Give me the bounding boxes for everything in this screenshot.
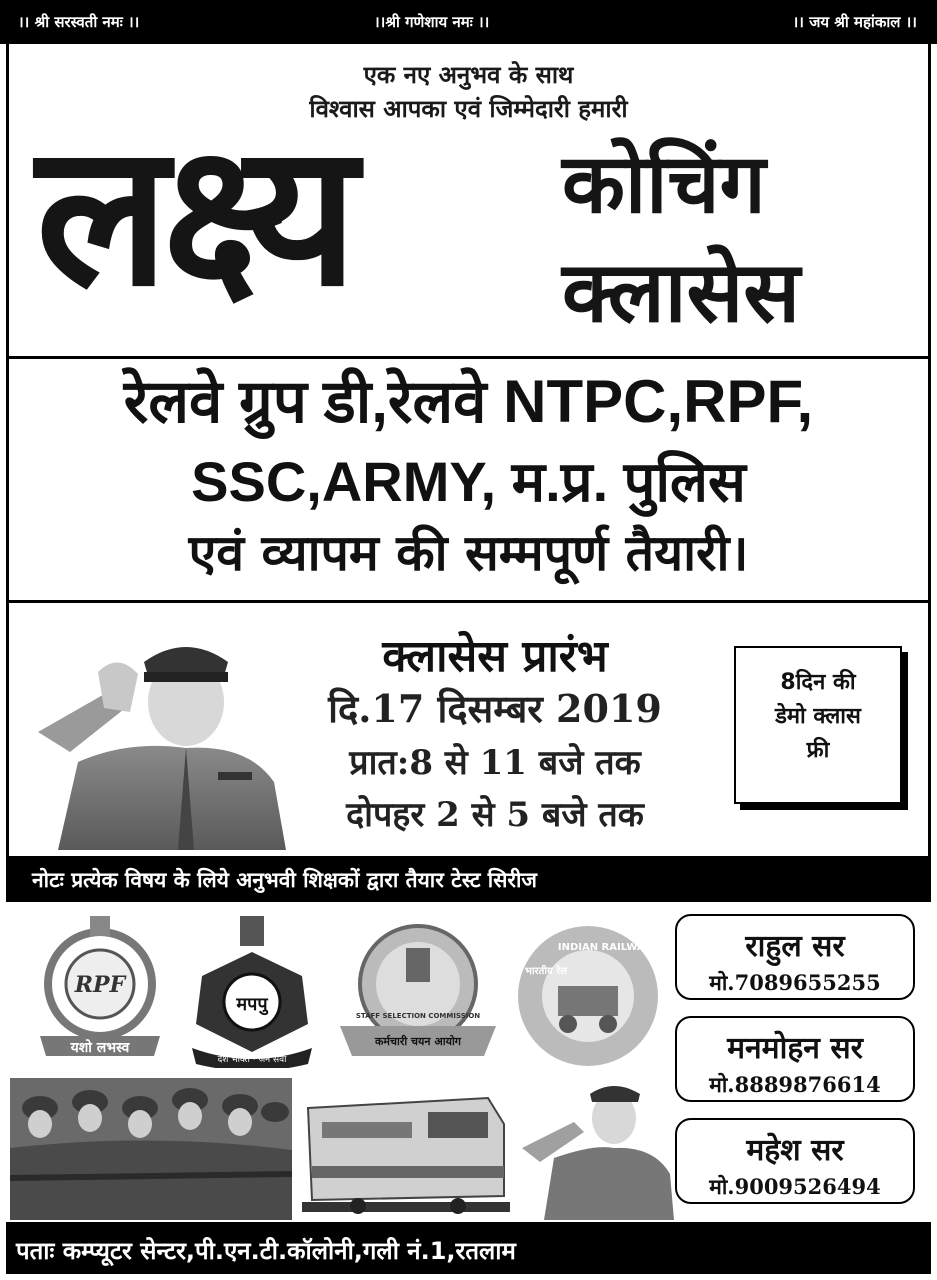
svg-text:मपपु: मपपु xyxy=(236,994,268,1015)
brand-coaching: कोचिंग xyxy=(562,137,766,232)
exam-line-2: SSC,ARMY, म.प्र. पुलिस xyxy=(191,450,746,513)
mp-police-logo xyxy=(182,912,322,1068)
svg-text:STAFF SELECTION COMMISSION: STAFF SELECTION COMMISSION xyxy=(355,1012,481,1020)
morning-timing: प्रात:8 से 11 बजे तक xyxy=(349,743,641,783)
address-bar: पताः कम्प्यूटर सेन्टर,पी.एन.टी.कॉलोनी,गली नं.1,रतलाम xyxy=(6,1222,931,1274)
exam-line-3: एवं व्यापम की सम्मपूर्ण तैयारी। xyxy=(188,524,749,582)
svg-text:भारतीय रेल: भारतीय रेल xyxy=(524,966,568,977)
blessing-mahakal: ।। जय श्री महांकाल ।। xyxy=(792,13,917,31)
tagline-1: एक नए अनुभव के साथ xyxy=(363,61,574,89)
saluting-officer-image xyxy=(18,622,288,850)
blessings-bar xyxy=(0,0,937,44)
classes-start-title: क्लासेस प्रारंभ xyxy=(382,631,608,682)
svg-text:यशो लभस्व: यशो लभस्व xyxy=(70,1040,130,1056)
contact-card xyxy=(675,1118,915,1204)
brand-name: लक्ष्य xyxy=(36,102,352,330)
contact-phone: मो.9009526494 xyxy=(709,1174,881,1199)
svg-text:RPF: RPF xyxy=(74,972,126,998)
brand-classes: क्लासेस xyxy=(562,243,801,341)
svg-text:INDIAN RAILWAYS: INDIAN RAILWAYS xyxy=(557,942,659,953)
demo-line-2: डेमो क्लास xyxy=(775,704,861,729)
exam-line-1: रेलवे ग्रुप डी,रेलवे NTPC,RPF, xyxy=(123,368,814,435)
contact-name: महेश सर xyxy=(746,1133,844,1168)
rpf-logo xyxy=(26,910,174,1060)
divider xyxy=(6,600,931,603)
contact-phone: मो.8889876614 xyxy=(709,1072,881,1097)
start-date: दि.17 दिसम्बर 2019 xyxy=(328,686,662,731)
contact-card xyxy=(675,1016,915,1102)
demo-line-1: 8दिन की xyxy=(780,670,856,695)
blessing-saraswati: ।। श्री सरस्वती नमः ।। xyxy=(18,13,140,31)
tagline-2: विश्वास आपका एवं जिम्मेदारी हमारी xyxy=(309,95,628,123)
note-bar: नोटः प्रत्येक विषय के लिये अनुभवी शिक्षकों द्वारा तैयार टेस्ट सिरीज xyxy=(6,856,931,902)
demo-line-3: फ्री xyxy=(806,738,830,763)
train-image xyxy=(298,1078,514,1220)
svg-text:देश भक्ति · जन सेवा: देश भक्ति · जन सेवा xyxy=(217,1055,287,1065)
divider xyxy=(6,356,931,359)
indian-railways-logo xyxy=(512,920,664,1070)
ssc-logo xyxy=(334,918,502,1066)
saluting-officer-small-image xyxy=(514,1078,674,1220)
svg-text:कर्मचारी चयन आयोग: कर्मचारी चयन आयोग xyxy=(374,1035,462,1048)
contact-name: मनमोहन सर xyxy=(727,1031,863,1066)
contact-card xyxy=(675,914,915,1000)
demo-class-box xyxy=(734,646,902,804)
blessing-ganesh: ।।श्री गणेशाय नमः ।। xyxy=(374,13,490,31)
afternoon-timing: दोपहर 2 से 5 बजे तक xyxy=(346,795,644,835)
contact-phone: मो.7089655255 xyxy=(709,970,881,995)
army-soldiers-image xyxy=(10,1078,292,1220)
contact-name: राहुल सर xyxy=(745,929,845,964)
